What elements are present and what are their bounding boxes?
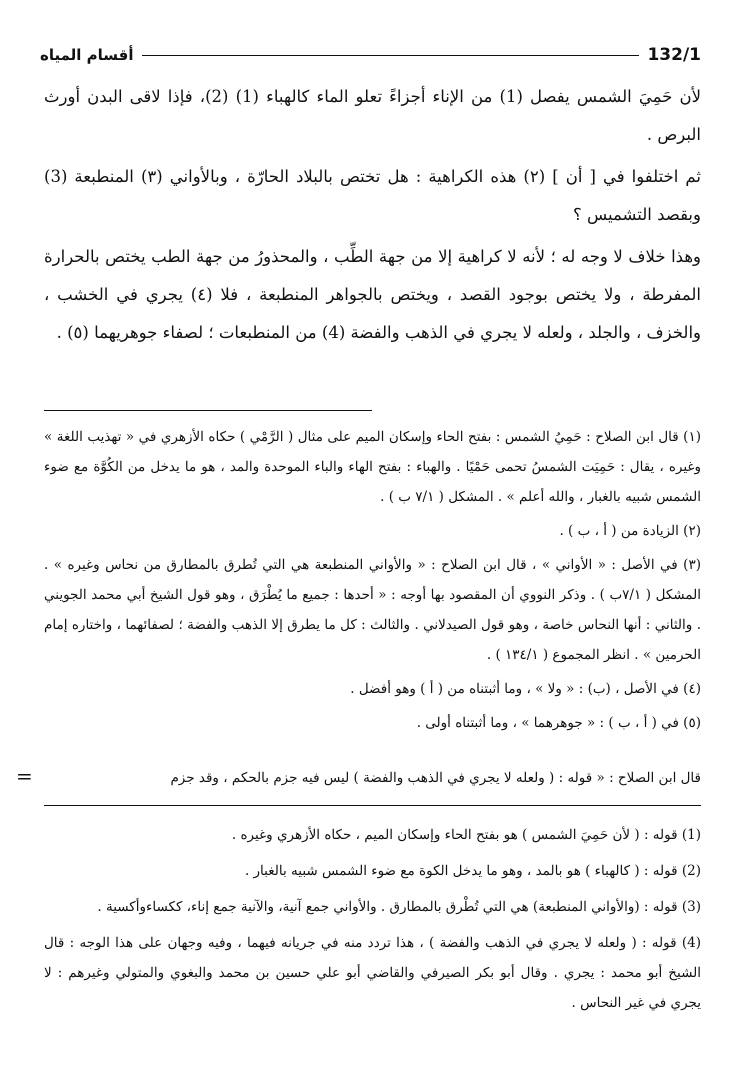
page-number: 132/1 — [647, 45, 701, 65]
footnote-1: (١) قال ابن الصلاح : حَمِيُ الشمس : بفتح الحاء وإسكان الميم على مثال ( الرَّمْي ) حكاه الأزهري في « تهذيب اللغة » وغيره ، يقال : حَمِيَت الشمسُ تحمى حَمْيًا . والهباء : بفتح الهاء والباء الموحدة والمد ، هو ما يدخل من الكُوَّة مع ضوء الشمس شبيه بالغبار ، والله أعلم » . المشكل ( ٧/١ ب ) . — [44, 429, 701, 505]
commentary-2: (2) قوله : ( كالهباء ) هو بالمد ، وهو ما يدخل الكوة مع ضوء الشمس شبيه بالغبار . — [244, 863, 701, 879]
footnote-separator-full — [44, 805, 701, 806]
commentary-1: (1) قوله : ( لأن حَمِيَ الشمس ) هو بفتح الحاء وإسكان الميم ، حكاه الأزهري وغيره . — [231, 827, 701, 843]
footnote-5: (٥) في ( أ ، ب ) : « جوهرهما » ، وما أثبتناه أولى . — [416, 715, 701, 731]
continuation-mark: = — [16, 764, 33, 788]
editor-footnotes — [44, 422, 701, 742]
main-paragraph-3: وهذا خلاف لا وجه له ؛ لأنه لا كراهية إلا من جهة الطِّب ، والمحذورُ من جهة الطب يختص بالحرارة المفرطة ، ولا يختص بوجود القصد ، ويختص بالجواهر المنطبعة ، فلا (٤) يجري في الخشب ، والخزف ، والجلد ، ولعله لا يجري في الذهب والفضة (4) من المنطبعات ؛ لصفاء جوهريهما (٥) . — [44, 247, 701, 342]
chapter-title: أقسام المياه — [40, 46, 134, 64]
main-text — [44, 78, 701, 356]
footnote-4: (٤) في الأصل ، (ب) : « ولا » ، وما أثبتناه من ( أ ) وهو أفضل . — [350, 681, 701, 697]
main-paragraph-2: ثم اختلفوا في [ أن ] (٢) هذه الكراهية : هل تختص بالبلاد الحارّة ، وبالأواني (٣) المنطبعة (3) وبقصد التشميس ؟ — [44, 167, 701, 224]
running-header — [40, 40, 701, 70]
commentary-footnotes — [44, 820, 701, 1024]
continued-footnote: قال ابن الصلاح : « قوله : ( ولعله لا يجري في الذهب والفضة ) ليس فيه جزم بالحكم ، وقد جزم — [170, 770, 701, 786]
footnote-2: (٢) الزيادة من ( أ ، ب ) . — [559, 523, 701, 539]
footnote-3: (٣) في الأصل : « الأواني » ، قال ابن الصلاح : « والأواني المنطبعة هي التي تُطرق بالمطارق من نحاس وغيره » . المشكل ( ٧/١ب ) . وذكر النووي أن المقصود بها أوجه : « أحدها : جميع ما يُطْرَق ، وهو قول الشيخ أبي محمد الجويني . والثاني : أنها النحاس خاصة ، وهو قول الصيدلاني . والثالث : كل ما يطرق إلا الذهب والفضة ؛ لصفائهما ، واختاره إمام الحرمين » . انظر المجموع ( ١٣٤/١ ) . — [44, 557, 701, 663]
header-rule — [142, 55, 640, 56]
commentary-3: (3) قوله : (والأواني المنطبعة) هي التي تُطْرق بالمطارق . والأواني جمع آنية، والآنية جمع إناء، ككساءوأكسية . — [97, 899, 701, 915]
footnote-separator-short — [44, 410, 372, 411]
main-paragraph-1: لأن حَمِيَ الشمس يفصل (1) من الإناء أجزاءً تعلو الماء كالهباء (1) (2)، فإذا لاقى البدن أورث البرص . — [44, 87, 702, 144]
commentary-4: (4) قوله : ( ولعله لا يجري في الذهب والفضة ) ، هذا تردد منه في جريانه فيهما ، وفيه وجهان على هذا الوجه : قال الشيخ أبو محمد : يجري . وقال أبو بكر الصيرفي والقاضي أبو علي حسين بن محمد والبغوي والمتولي وغيرهم : لا يجري في غير النحاس . — [44, 935, 701, 1011]
